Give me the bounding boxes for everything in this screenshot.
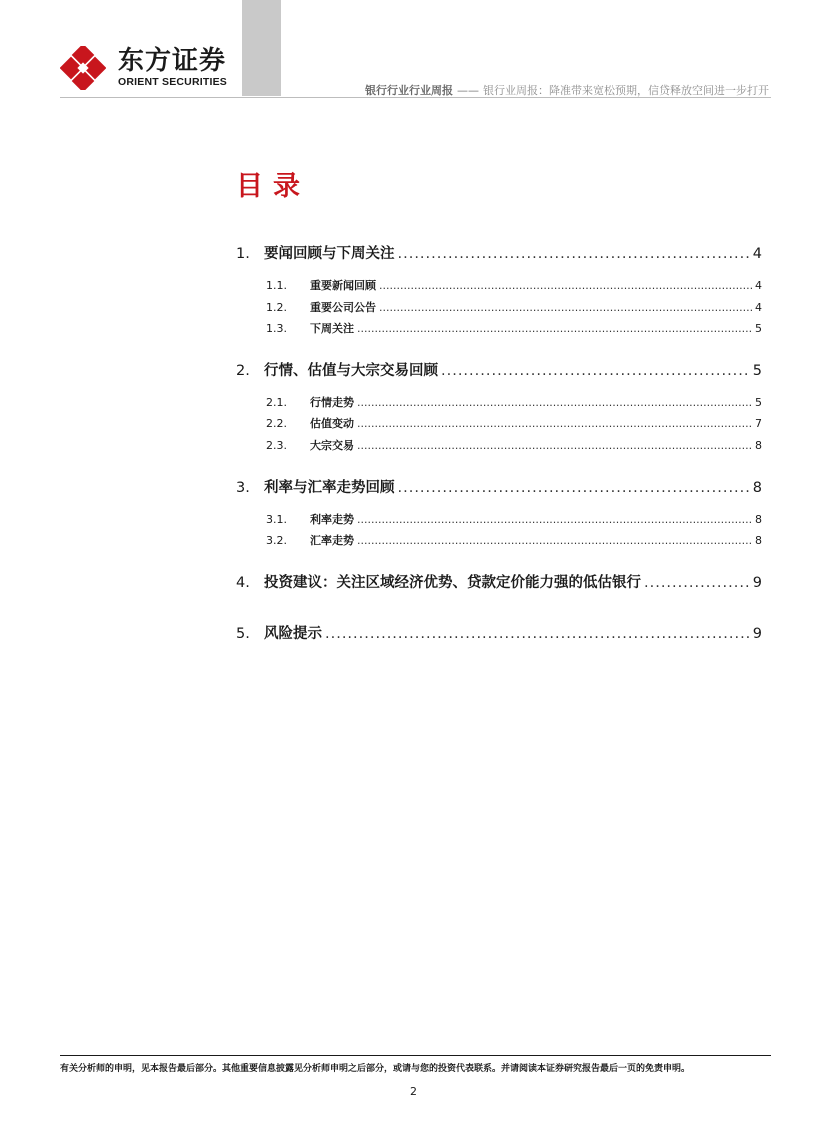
- logo-chinese-name: 东方证券: [118, 46, 227, 76]
- toc-entry-label: 下周关注: [310, 322, 354, 335]
- toc-entry-page: 9: [752, 575, 762, 591]
- toc-entry-page: 5: [755, 396, 762, 409]
- dot-leader: [357, 417, 752, 430]
- toc-entry-number: 3.2.: [266, 534, 287, 547]
- dot-leader: [357, 534, 752, 547]
- running-head-category: 银行行业行业周报: [365, 84, 453, 97]
- toc-entry-number: 2.: [236, 363, 250, 379]
- toc-entry-page: 8: [755, 513, 762, 526]
- toc-entry-label: 行情走势: [310, 396, 354, 409]
- toc-entry-page: 8: [755, 439, 762, 452]
- running-head-dash: ——: [457, 84, 479, 97]
- toc-entry-page: 9: [752, 626, 762, 642]
- toc-entry-label: 汇率走势: [310, 534, 354, 547]
- dot-leader: [398, 246, 750, 262]
- table-of-contents: [236, 0, 762, 700]
- toc-entry-label: 利率走势: [310, 513, 354, 526]
- dot-leader: [357, 513, 752, 526]
- toc-entry-number: 2.3.: [266, 439, 287, 452]
- toc-entry-2[interactable]: [236, 359, 762, 380]
- toc-entry-page: 8: [755, 534, 762, 547]
- toc-entry-page: 4: [755, 301, 762, 314]
- toc-entry-1-1[interactable]: [236, 277, 762, 293]
- dot-leader: [379, 301, 752, 314]
- toc-entry-page: 4: [755, 279, 762, 292]
- toc-entry-number: 4.: [236, 575, 250, 591]
- toc-entry-1-2[interactable]: [236, 299, 762, 315]
- toc-entry-label: 重要公司公告: [310, 301, 376, 314]
- footer-divider: [60, 1055, 771, 1056]
- toc-title: 目录: [236, 171, 310, 202]
- company-logo: [60, 46, 250, 90]
- dot-leader: [357, 439, 752, 452]
- toc-entry-2-1[interactable]: [236, 394, 762, 410]
- toc-entry-number: 1.2.: [266, 301, 287, 314]
- toc-entry-number: 2.1.: [266, 396, 287, 409]
- dot-leader: [379, 279, 752, 292]
- toc-entry-number: 1.: [236, 246, 250, 262]
- toc-entry-5[interactable]: [236, 622, 762, 643]
- dot-leader: [325, 626, 750, 642]
- toc-entry-label: 利率与汇率走势回顾: [264, 480, 395, 496]
- toc-entry-label: 重要新闻回顾: [310, 279, 376, 292]
- toc-entry-page: 5: [752, 363, 762, 379]
- toc-entry-label: 估值变动: [310, 417, 354, 430]
- toc-entry-page: 7: [755, 417, 762, 430]
- toc-entry-label: 大宗交易: [310, 439, 354, 452]
- orient-securities-logo-icon: [60, 46, 106, 90]
- toc-entry-2-2[interactable]: [236, 415, 762, 431]
- toc-entry-number: 3.1.: [266, 513, 287, 526]
- toc-entry-2-3[interactable]: [236, 437, 762, 453]
- dot-leader: [441, 363, 750, 379]
- footer-disclaimer: 有关分析师的申明，见本报告最后部分。其他重要信息披露见分析师申明之后部分，或请与您的投资代表联系。并请阅读本证券研究报告最后一页的免责申明。: [60, 1064, 691, 1074]
- toc-entry-1-3[interactable]: [236, 320, 762, 336]
- toc-entry-number: 1.1.: [266, 279, 287, 292]
- toc-entry-3[interactable]: [236, 476, 762, 497]
- logo-english-name: ORIENT SECURITIES: [118, 76, 227, 88]
- dot-leader: [357, 322, 752, 335]
- toc-entry-number: 5.: [236, 626, 250, 642]
- toc-entry-3-1[interactable]: [236, 511, 762, 527]
- toc-entry-page: 4: [752, 246, 762, 262]
- dot-leader: [644, 575, 750, 591]
- toc-entry-4[interactable]: [236, 571, 762, 592]
- dot-leader: [357, 396, 752, 409]
- toc-entry-label: 风险提示: [264, 626, 322, 642]
- toc-entry-page: 8: [752, 480, 762, 496]
- toc-entry-page: 5: [755, 322, 762, 335]
- toc-entry-label: 要闻回顾与下周关注: [264, 246, 395, 262]
- dot-leader: [398, 480, 750, 496]
- toc-entry-1[interactable]: [236, 242, 762, 263]
- page-number: 2: [410, 1085, 417, 1098]
- toc-entry-number: 2.2.: [266, 417, 287, 430]
- toc-entry-3-2[interactable]: [236, 532, 762, 548]
- running-head-title: 银行业周报：降准带来宽松预期，信贷释放空间进一步打开: [483, 84, 769, 97]
- toc-entry-label: 投资建议：关注区域经济优势、贷款定价能力强的低估银行: [264, 575, 641, 591]
- toc-entry-label: 行情、估值与大宗交易回顾: [264, 363, 438, 379]
- toc-entry-number: 1.3.: [266, 322, 287, 335]
- toc-entry-number: 3.: [236, 480, 250, 496]
